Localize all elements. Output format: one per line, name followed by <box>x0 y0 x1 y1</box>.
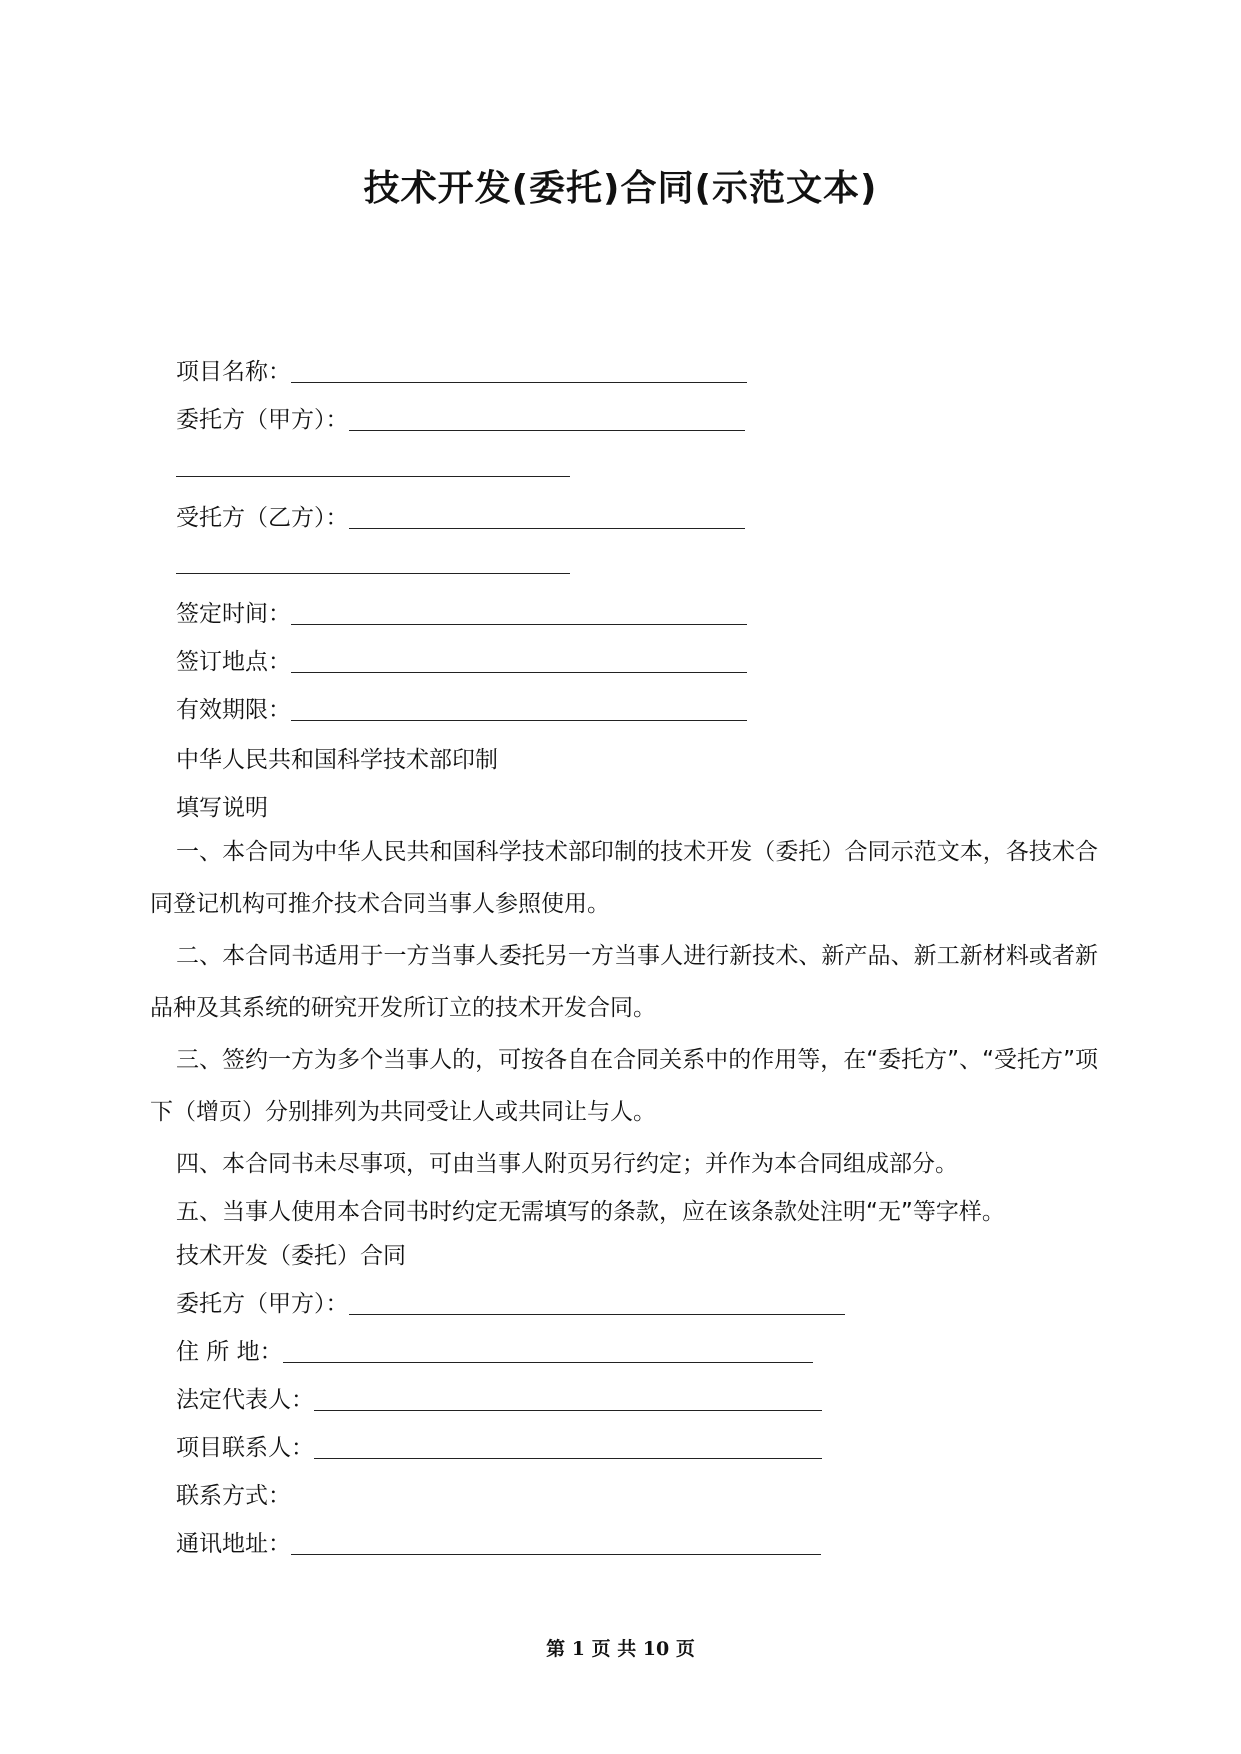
fill-line <box>283 1340 813 1363</box>
field-label: 受托方（乙方）： <box>176 505 349 531</box>
field-label: 签定时间： <box>176 601 291 627</box>
signing-place-field <box>176 646 747 678</box>
document-title: 技术开发(委托)合同(示范文本) <box>363 168 878 209</box>
signing-date-field <box>176 598 747 630</box>
mailing-address-field <box>176 1528 821 1560</box>
contact-method-field <box>176 1480 291 1512</box>
fill-line <box>291 360 747 383</box>
fill-line <box>176 476 570 477</box>
field-label: 项目名称： <box>176 359 291 385</box>
fill-line <box>291 602 747 625</box>
legal-representative-field <box>176 1384 822 1416</box>
project-name-field <box>176 356 747 388</box>
fill-line <box>314 1436 822 1459</box>
client-party-field <box>176 404 745 436</box>
address-field <box>176 1336 813 1368</box>
contractor-party-field <box>176 502 745 534</box>
fill-line <box>349 506 745 529</box>
instruction-item: 四、本合同书未尽事项，可由当事人附页另行约定；并作为本合同组成部分。 <box>176 1151 958 1177</box>
field-label: 通讯地址： <box>176 1531 291 1557</box>
instruction-item: 三、签约一方为多个当事人的，可按各自在合同关系中的作用等，在“委托方”、“受托方”项下（增页）分别排列为共同受让人或共同让与人。 <box>150 1047 1098 1125</box>
fill-line <box>349 1292 845 1315</box>
field-label: 签订地点： <box>176 649 291 675</box>
instructions-heading: 填写说明 <box>176 795 268 821</box>
field-label: 法定代表人： <box>176 1387 314 1413</box>
fill-line <box>314 1388 822 1411</box>
project-contact-field <box>176 1432 822 1464</box>
fill-line <box>291 650 747 673</box>
field-label: 住 所 地： <box>176 1339 283 1365</box>
page-footer: 第 1 页 共 10 页 <box>546 1638 695 1660</box>
field-label: 联系方式： <box>176 1483 291 1509</box>
publisher-line: 中华人民共和国科学技术部印制 <box>176 747 498 773</box>
fill-line <box>291 698 747 721</box>
field-label: 委托方（甲方）： <box>176 1291 349 1317</box>
instruction-item: 五、当事人使用本合同书时约定无需填写的条款，应在该条款处注明“无”等字样。 <box>176 1199 1005 1225</box>
field-label: 有效期限： <box>176 697 291 723</box>
validity-period-field <box>176 694 747 726</box>
fill-line <box>349 408 745 431</box>
fill-line <box>176 573 570 574</box>
instruction-item: 二、本合同书适用于一方当事人委托另一方当事人进行新技术、新产品、新工新材料或者新品种及其系统的研究开发所订立的技术开发合同。 <box>150 943 1098 1021</box>
fill-line <box>291 1532 821 1555</box>
contract-heading: 技术开发（委托）合同 <box>176 1243 406 1269</box>
instruction-item: 一、本合同为中华人民共和国科学技术部印制的技术开发（委托）合同示范文本，各技术合同登记机构可推介技术合同当事人参照使用。 <box>150 839 1098 917</box>
client-party-field <box>176 1288 845 1320</box>
field-label: 委托方（甲方）： <box>176 407 349 433</box>
field-label: 项目联系人： <box>176 1435 314 1461</box>
